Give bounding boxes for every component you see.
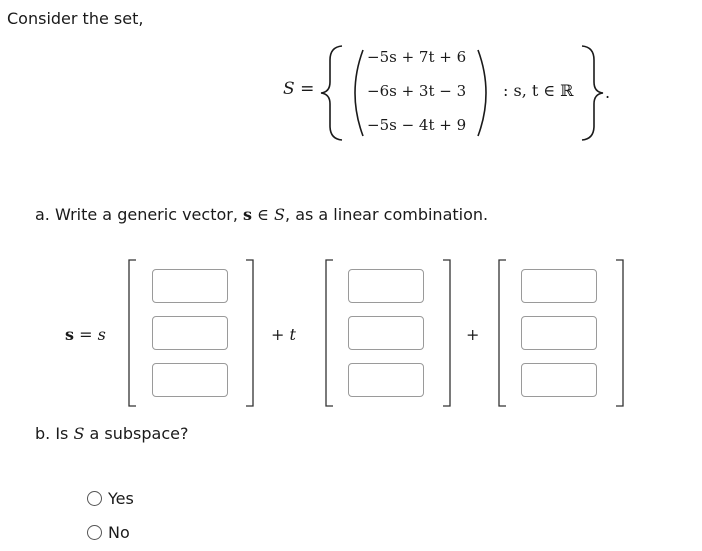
question-b-prefix: b. Is — [35, 424, 74, 443]
plus-sign-2: + — [466, 325, 480, 344]
bold-s: s — [243, 205, 253, 224]
element-of: ∈ — [252, 205, 275, 224]
vector2-entry3-input[interactable] — [348, 363, 424, 397]
right-paren — [478, 50, 486, 136]
vector1-right-bracket — [246, 260, 253, 406]
left-paren — [355, 50, 363, 136]
vector1-entry3-input[interactable] — [152, 363, 228, 397]
lhs-bold-s: s — [65, 325, 75, 344]
question-b — [35, 424, 188, 443]
equals-sign: = — [300, 79, 315, 99]
question-a-prefix: a. Write a generic vector, — [35, 205, 244, 224]
scalar-t: t — [289, 325, 296, 344]
vector2-left-bracket — [326, 260, 333, 406]
option-no-label: No — [108, 523, 130, 542]
option-yes[interactable] — [87, 489, 134, 508]
set-symbol-a: S — [274, 205, 286, 224]
vector3-entry2-input[interactable] — [521, 316, 597, 350]
question-b-suffix: a subspace? — [84, 424, 189, 443]
set-definition-lhs — [283, 79, 314, 99]
vector2-entry1-input[interactable] — [348, 269, 424, 303]
set-symbol-b: S — [73, 424, 85, 443]
lhs-scalar-s: s — [97, 325, 106, 344]
option-yes-label: Yes — [108, 489, 134, 508]
radio-no[interactable] — [87, 525, 102, 540]
option-no[interactable] — [87, 523, 130, 542]
vector-row-3: −5s − 4t + 9 — [367, 116, 467, 134]
condition-text: : s, t ∈ ℝ — [503, 81, 574, 100]
plus-t-label — [271, 325, 296, 344]
vector1-entry2-input[interactable] — [152, 316, 228, 350]
vector1-entry1-input[interactable] — [152, 269, 228, 303]
lhs-equals: = — [74, 325, 98, 344]
set-condition — [503, 81, 574, 100]
left-curly-brace — [321, 46, 342, 140]
vector3-left-bracket — [499, 260, 506, 406]
plus-sign-1: + — [271, 325, 285, 344]
intro-text: Consider the set, — [7, 9, 144, 28]
vector3-right-bracket — [616, 260, 623, 406]
vector-row-2: −6s + 3t − 3 — [367, 82, 467, 100]
set-symbol: S — [283, 79, 295, 99]
period: . — [605, 83, 611, 102]
vector-row-1: −5s + 7t + 6 — [367, 48, 467, 66]
question-a — [35, 205, 488, 224]
lhs-expression — [65, 325, 106, 344]
right-curly-brace — [582, 46, 603, 140]
vector1-left-bracket — [129, 260, 136, 406]
vector3-entry3-input[interactable] — [521, 363, 597, 397]
vector2-right-bracket — [443, 260, 450, 406]
question-a-suffix: , as a linear combination. — [285, 205, 489, 224]
radio-yes[interactable] — [87, 491, 102, 506]
vector2-entry2-input[interactable] — [348, 316, 424, 350]
vector3-entry1-input[interactable] — [521, 269, 597, 303]
